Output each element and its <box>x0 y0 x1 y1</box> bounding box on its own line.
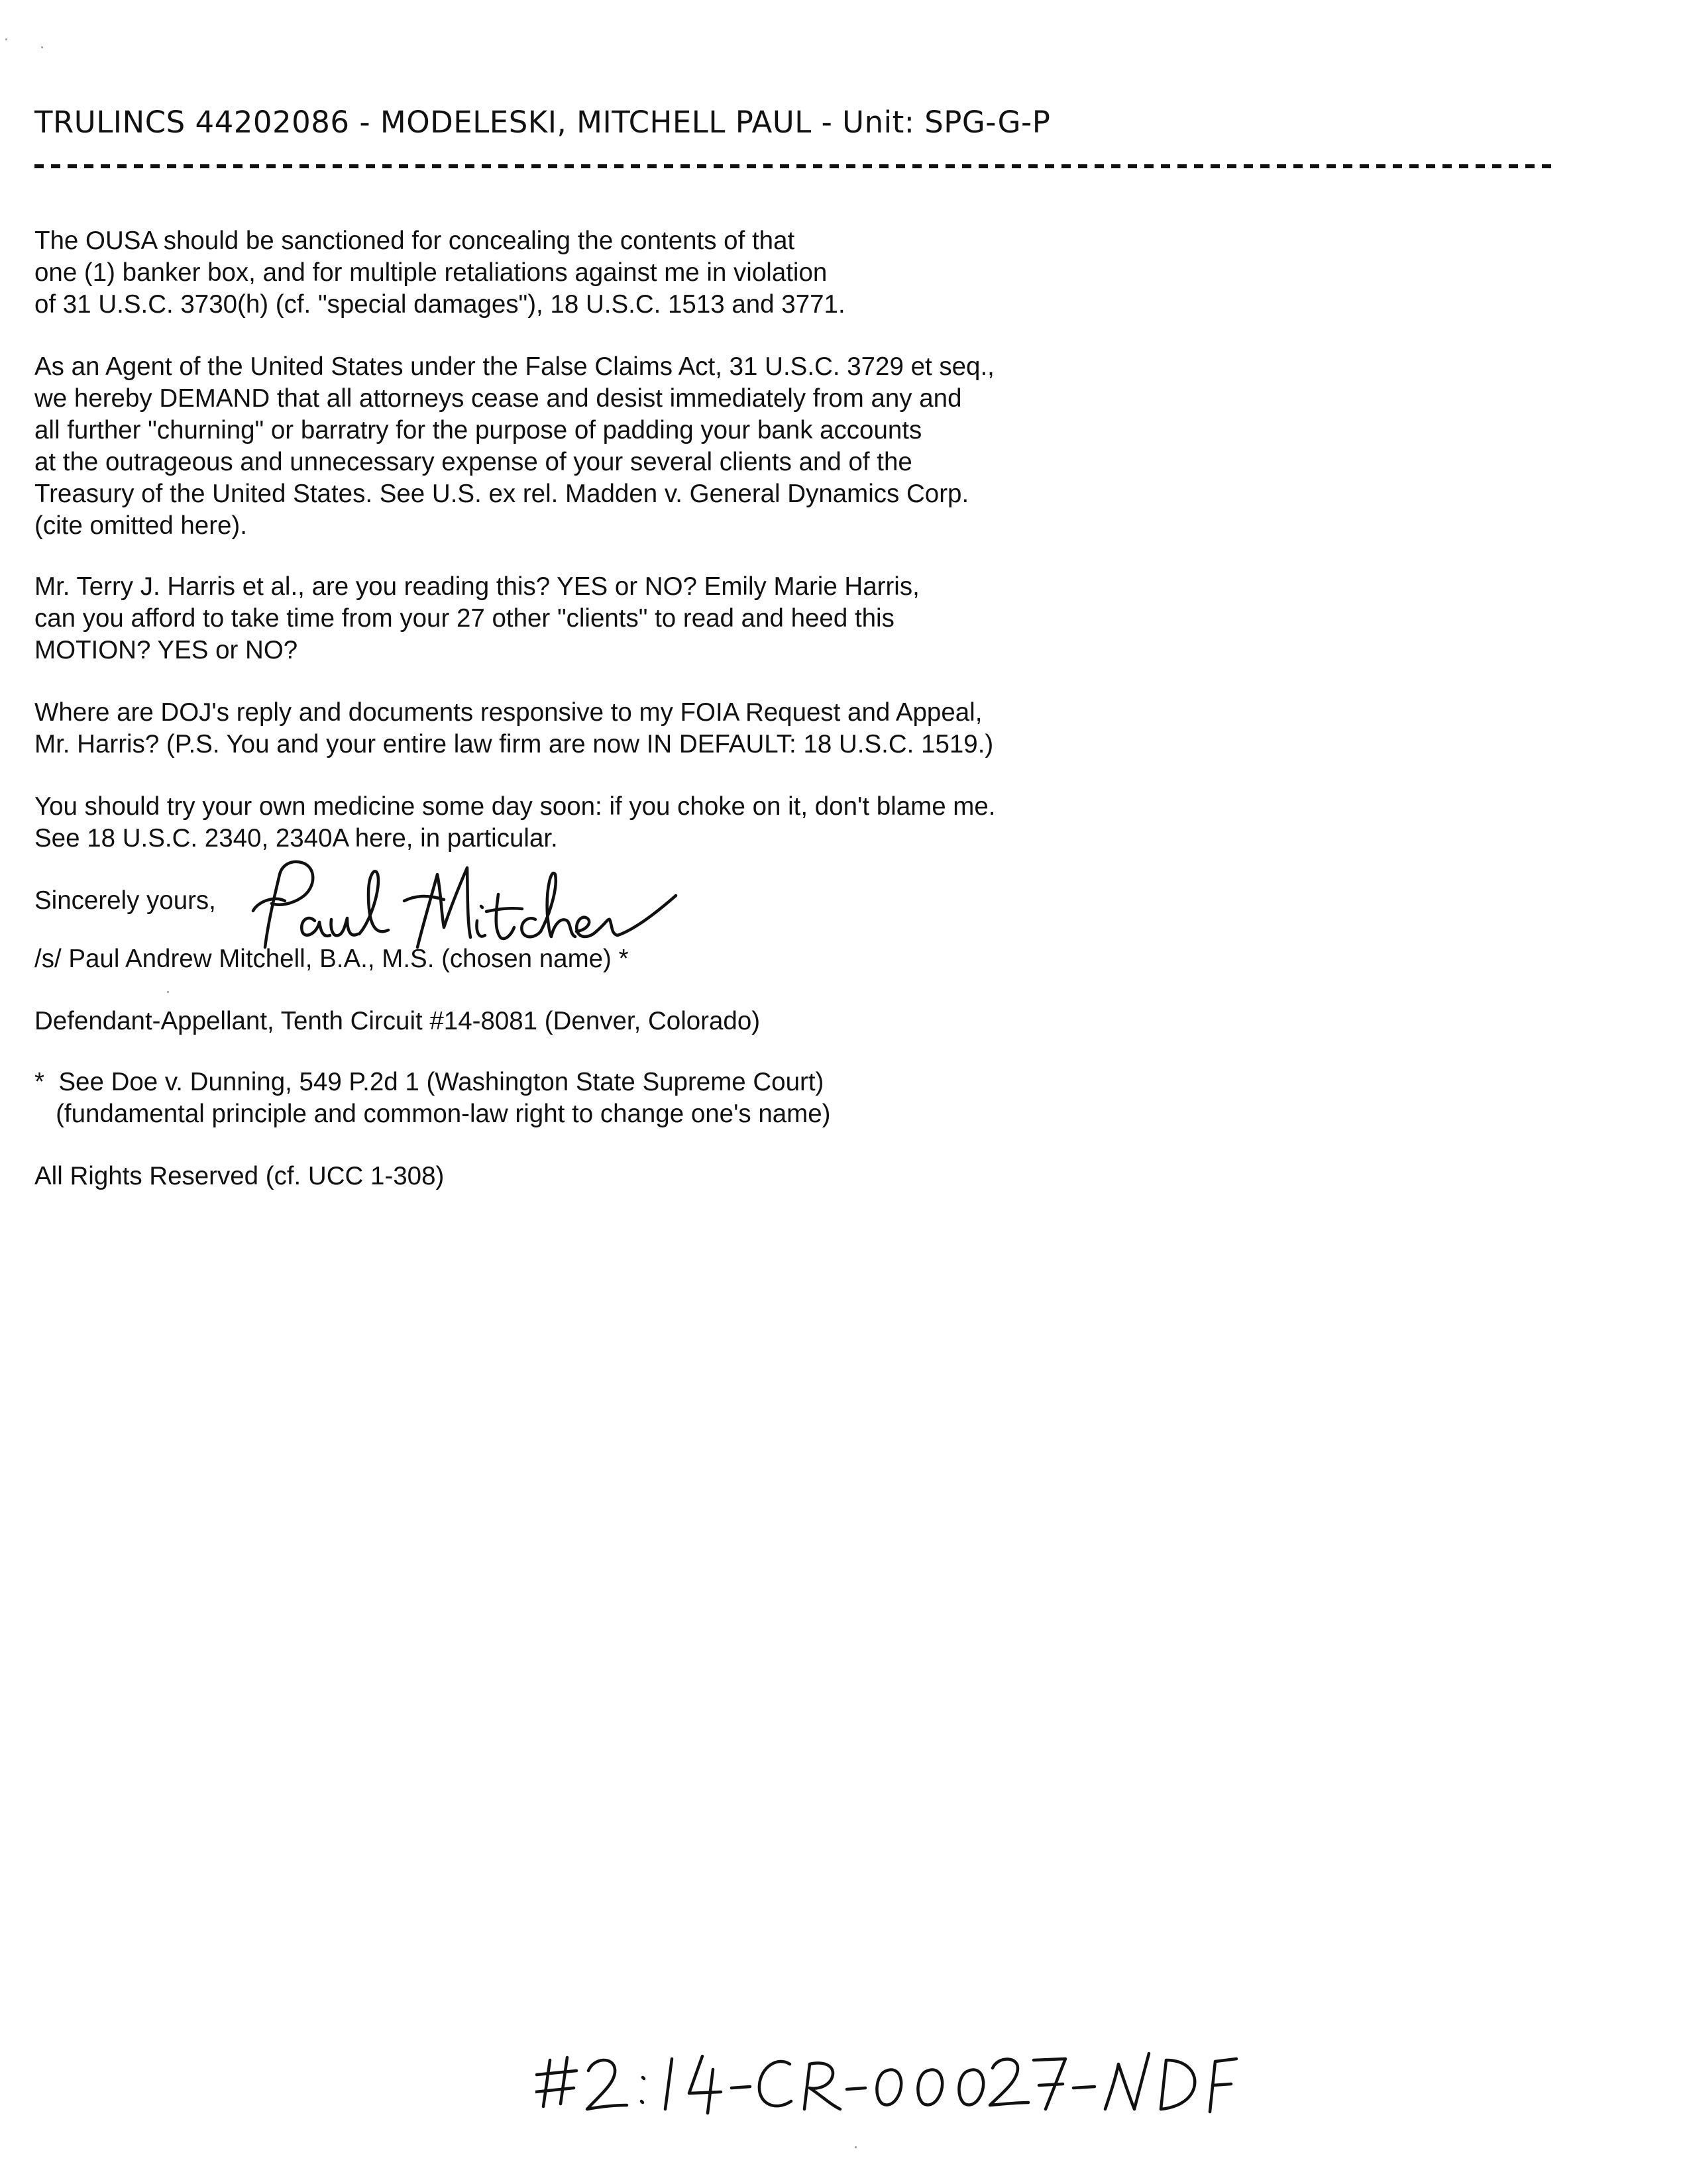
text-line: The OUSA should be sanctioned for concealing the contents of that <box>34 227 795 255</box>
text-line: we hereby DEMAND that all attorneys cease and desist immediately from any and <box>34 384 962 413</box>
text-line: MOTION? YES or NO? <box>34 636 298 664</box>
trulincs-header: TRULINCS 44202086 - MODELESKI, MITCHELL PAUL - Unit: SPG-G-P <box>34 105 1051 140</box>
paragraph-foia <box>34 697 993 760</box>
text-line: can you afford to take time from your 27 other "clients" to read and heed this <box>34 604 895 633</box>
paragraph-medicine <box>34 791 995 855</box>
text-line: See 18 U.S.C. 2340, 2340A here, in particular. <box>34 824 558 853</box>
paragraph-demand <box>34 351 995 542</box>
text-line: all further "churning" or barratry for the purpose of padding your bank accounts <box>34 416 922 444</box>
text-line: of 31 U.S.C. 3730(h) (cf. "special damages"), 18 U.S.C. 1513 and 3771. <box>34 290 845 319</box>
text-line: As an Agent of the United States under the False Claims Act, 31 U.S.C. 3729 et seq., <box>34 352 995 381</box>
footnote-line: (fundamental principle and common-law right to change one's name) <box>34 1100 831 1128</box>
text-line: Treasury of the United States. See U.S. ex rel. Madden v. General Dynamics Corp. <box>34 480 969 508</box>
rights-reserved: All Rights Reserved (cf. UCC 1-308) <box>34 1162 445 1190</box>
footnote-line: * See Doe v. Dunning, 549 P.2d 1 (Washington State Supreme Court) <box>34 1068 824 1096</box>
scan-speck <box>5 38 7 40</box>
defendant-role: Defendant-Appellant, Tenth Circuit #14-8081 (Denver, Colorado) <box>34 1007 761 1035</box>
text-line: Mr. Harris? (P.S. You and your entire law firm are now IN DEFAULT: 18 U.S.C. 1519.) <box>34 730 994 758</box>
text-line: (cite omitted here). <box>34 511 247 540</box>
signed-name: /s/ Paul Andrew Mitchell, B.A., M.S. (chosen name) * <box>34 945 629 973</box>
text-line: Mr. Terry J. Harris et al., are you reading this? YES or NO? Emily Marie Harris, <box>34 572 920 601</box>
scan-speck <box>855 2146 857 2148</box>
paragraph-questions <box>34 571 920 666</box>
text-line: one (1) banker box, and for multiple retaliations against me in violation <box>34 258 828 287</box>
text-line: at the outrageous and unnecessary expense of your several clients and of the <box>34 448 912 476</box>
paragraph-sanctions <box>34 225 845 321</box>
text-line: You should try your own medicine some day soon: if you choke on it, don't blame me. <box>34 792 996 821</box>
scan-speck <box>167 991 169 993</box>
text-line: Where are DOJ's reply and documents responsive to my FOIA Request and Appeal, <box>34 698 983 727</box>
dashed-divider <box>34 164 1552 168</box>
scan-speck <box>41 46 43 48</box>
footnote <box>34 1066 831 1130</box>
handwritten-case-number <box>535 2027 1238 2120</box>
salutation: Sincerely yours, <box>34 886 216 915</box>
